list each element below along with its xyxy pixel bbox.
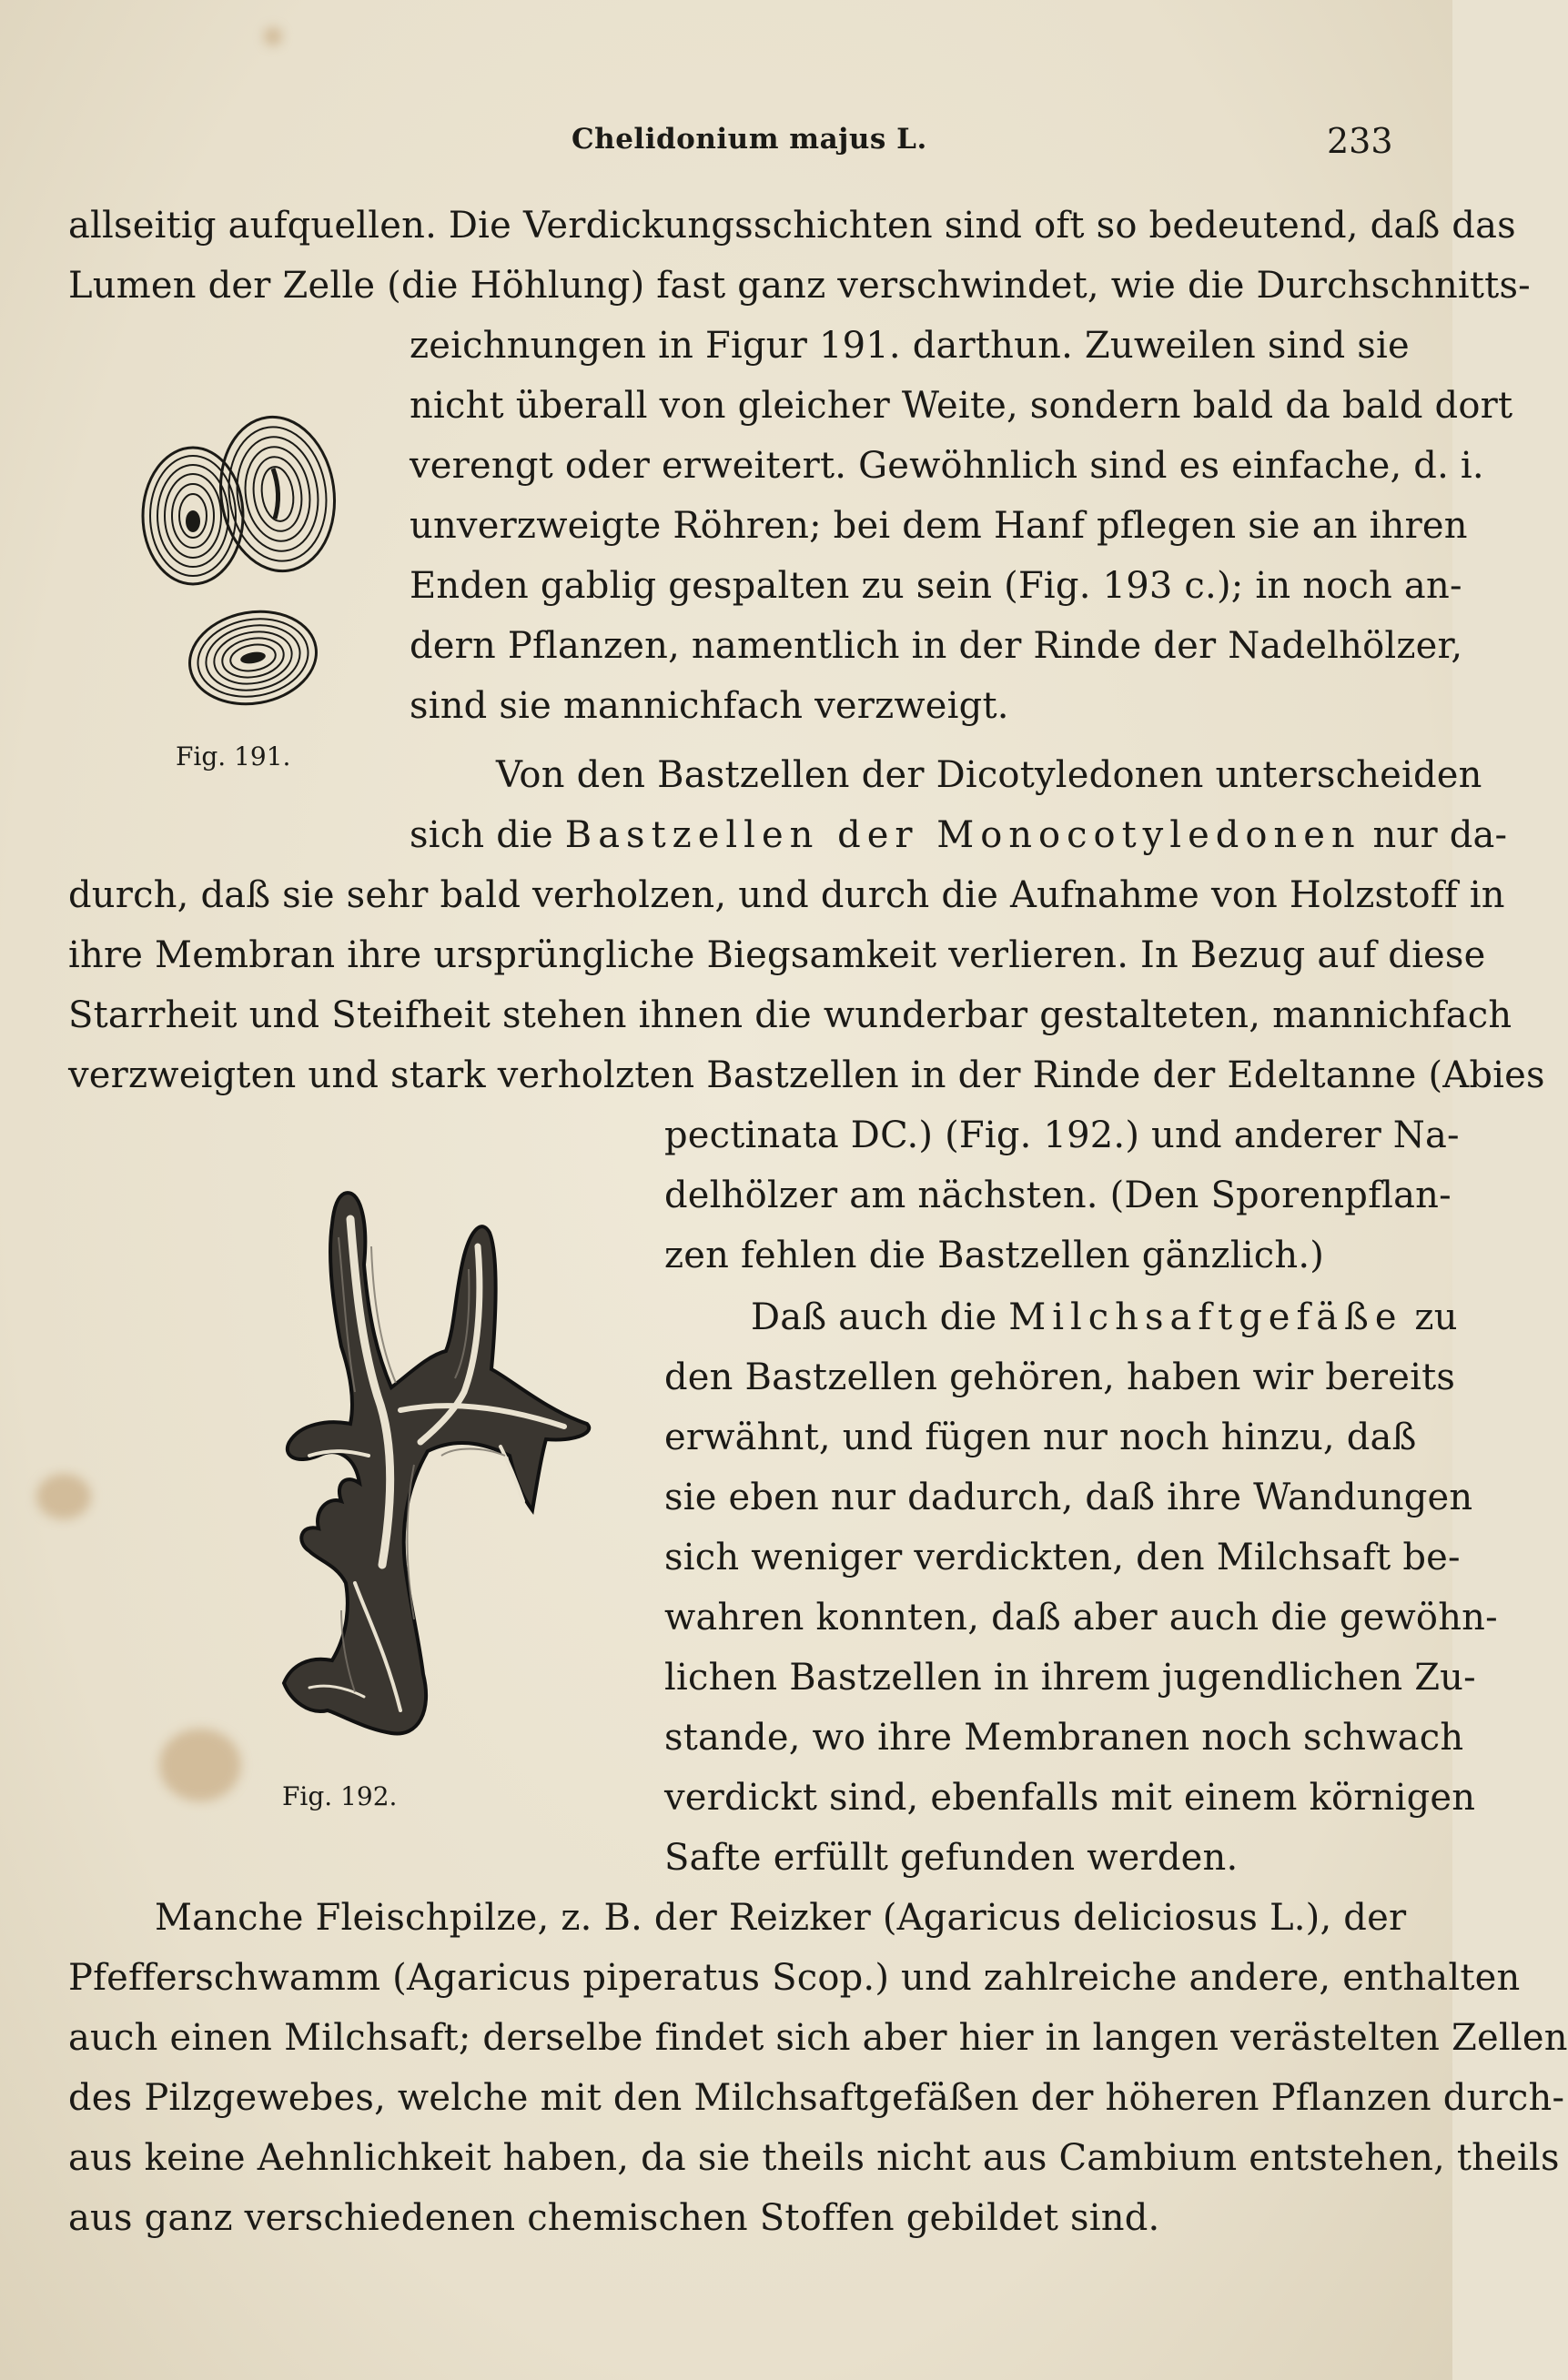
text-line bbox=[410, 502, 1468, 550]
foxing-stain bbox=[264, 27, 282, 45]
text-segment: Von den Bastzellen der Dicotyledonen unterscheiden bbox=[496, 754, 1482, 796]
text-line bbox=[68, 872, 1505, 919]
text-segment: stande, wo ihre Membranen noch schwach bbox=[664, 1717, 1464, 1759]
text-line bbox=[664, 1474, 1473, 1521]
text-line bbox=[664, 1414, 1417, 1461]
text-line bbox=[410, 682, 1392, 730]
text-segment: auch einen Milchsaft; derselbe findet sich aber hier in langen verästelten Zellen bbox=[68, 2017, 1568, 2059]
text-segment: Safte erfüllt gefunden werden. bbox=[664, 1837, 1239, 1879]
text-segment: nur da- bbox=[1361, 814, 1508, 856]
text-line bbox=[68, 202, 1516, 249]
text-segment: sind sie mannichfach verzweigt. bbox=[410, 685, 1009, 727]
text-segment: lichen Bastzellen in ihrem jugendlichen Zu- bbox=[664, 1657, 1476, 1699]
text-line bbox=[410, 622, 1463, 670]
text-line bbox=[68, 2014, 1568, 2062]
running-header bbox=[0, 123, 1452, 159]
emphasized-term: Milchsaftgefäße bbox=[1008, 1296, 1403, 1338]
text-segment: Starrheit und Steifheit stehen ihnen die wunderbar gestalteten, mannichfach bbox=[68, 994, 1512, 1036]
text-line bbox=[410, 442, 1484, 489]
text-segment: zen fehlen die Bastzellen gänzlich.) bbox=[664, 1235, 1325, 1276]
emphasized-term: Bastzellen der Monocotyledonen bbox=[564, 814, 1361, 856]
text-segment: delhölzer am nächsten. (Den Sporenpflan- bbox=[664, 1175, 1452, 1216]
text-line bbox=[664, 1834, 1392, 1881]
text-segment: Pfefferschwamm (Agaricus piperatus Scop.) und zahlreiche andere, enthalten bbox=[68, 1957, 1521, 1999]
figure-192-illustration bbox=[182, 1183, 601, 1765]
text-line bbox=[155, 1894, 1407, 1941]
text-segment: zu bbox=[1402, 1296, 1458, 1338]
text-segment: Enden gablig gespalten zu sein (Fig. 193 c.); in noch an- bbox=[410, 565, 1462, 607]
text-segment: sie eben nur dadurch, daß ihre Wandungen bbox=[664, 1477, 1473, 1518]
text-line bbox=[410, 382, 1513, 429]
text-segment: nicht überall von gleicher Weite, sondern bald da bald dort bbox=[410, 385, 1513, 427]
text-line bbox=[664, 1172, 1452, 1219]
text-segment: Lumen der Zelle (die Höhlung) fast ganz verschwindet, wie die Durchschnitts- bbox=[68, 265, 1531, 307]
text-line bbox=[664, 1654, 1476, 1701]
text-line bbox=[68, 2194, 1392, 2242]
text-segment: sich weniger verdickten, den Milchsaft be- bbox=[664, 1537, 1461, 1578]
text-segment: zeichnungen in Figur 191. darthun. Zuweilen sind sie bbox=[410, 325, 1410, 367]
text-line bbox=[664, 1232, 1392, 1279]
text-line bbox=[68, 1954, 1521, 2002]
running-title: Chelidonium majus L. bbox=[572, 123, 927, 156]
text-segment: aus keine Aehnlichkeit haben, da sie theils nicht aus Cambium entstehen, theils bbox=[68, 2137, 1560, 2179]
text-line bbox=[410, 562, 1462, 610]
text-line bbox=[410, 812, 1508, 859]
figure-191-illustration bbox=[137, 414, 346, 714]
text-line bbox=[751, 1294, 1458, 1341]
text-segment: unverzweigte Röhren; bei dem Hanf pflegen sie an ihren bbox=[410, 505, 1468, 547]
text-line bbox=[68, 1052, 1545, 1099]
text-line bbox=[68, 992, 1512, 1039]
text-line bbox=[68, 262, 1531, 309]
text-line bbox=[68, 2134, 1560, 2182]
text-segment: ihre Membran ihre ursprüngliche Biegsamkeit verlieren. In Bezug auf diese bbox=[68, 934, 1486, 976]
text-segment: erwähnt, und fügen nur noch hinzu, daß bbox=[664, 1417, 1417, 1458]
bast-cell-outline bbox=[284, 1193, 589, 1733]
page-number: 233 bbox=[1327, 121, 1393, 161]
text-segment: wahren konnten, daß aber auch die gewöhn- bbox=[664, 1597, 1498, 1639]
text-segment: durch, daß sie sehr bald verholzen, und durch die Aufnahme von Holzstoff in bbox=[68, 874, 1505, 916]
text-segment: verengt oder erweitert. Gewöhnlich sind es einfache, d. i. bbox=[410, 445, 1484, 487]
text-line bbox=[664, 1714, 1464, 1761]
text-segment: verdickt sind, ebenfalls mit einem körnigen bbox=[664, 1777, 1476, 1819]
figure-192-caption: Fig. 192. bbox=[282, 1781, 398, 1811]
text-segment: des Pilzgewebes, welche mit den Milchsaftgefäßen der höheren Pflanzen durch- bbox=[68, 2077, 1565, 2119]
text-segment: allseitig aufquellen. Die Verdickungsschichten sind oft so bedeutend, daß das bbox=[68, 205, 1516, 247]
cell-section-left bbox=[143, 448, 243, 584]
figure-191-caption: Fig. 191. bbox=[176, 741, 291, 771]
text-segment: dern Pflanzen, namentlich in der Rinde der Nadelhölzer, bbox=[410, 625, 1463, 667]
text-line bbox=[664, 1594, 1498, 1641]
text-line bbox=[68, 932, 1486, 979]
cell-section-right bbox=[211, 409, 344, 579]
foxing-stain bbox=[36, 1474, 91, 1519]
text-line bbox=[496, 751, 1482, 799]
text-segment: den Bastzellen gehören, haben wir bereits bbox=[664, 1356, 1456, 1398]
text-segment: pectinata DC.) (Fig. 192.) und anderer Na- bbox=[664, 1114, 1460, 1156]
text-line bbox=[68, 2074, 1565, 2122]
text-segment: sich die bbox=[410, 814, 565, 856]
text-segment: verzweigten und stark verholzten Bastzellen in der Rinde der Edeltanne (Abies bbox=[68, 1054, 1545, 1096]
text-line bbox=[410, 322, 1410, 369]
text-line bbox=[664, 1774, 1476, 1821]
text-line bbox=[664, 1354, 1456, 1401]
text-line bbox=[664, 1534, 1461, 1581]
text-segment: Daß auch die bbox=[751, 1296, 1009, 1338]
text-segment: Manche Fleischpilze, z. B. der Reizker (Agaricus deliciosus L.), der bbox=[155, 1897, 1407, 1939]
text-segment: aus ganz verschiedenen chemischen Stoffen gebildet sind. bbox=[68, 2197, 1160, 2239]
text-line bbox=[664, 1112, 1460, 1159]
cell-section-bottom bbox=[182, 602, 323, 714]
